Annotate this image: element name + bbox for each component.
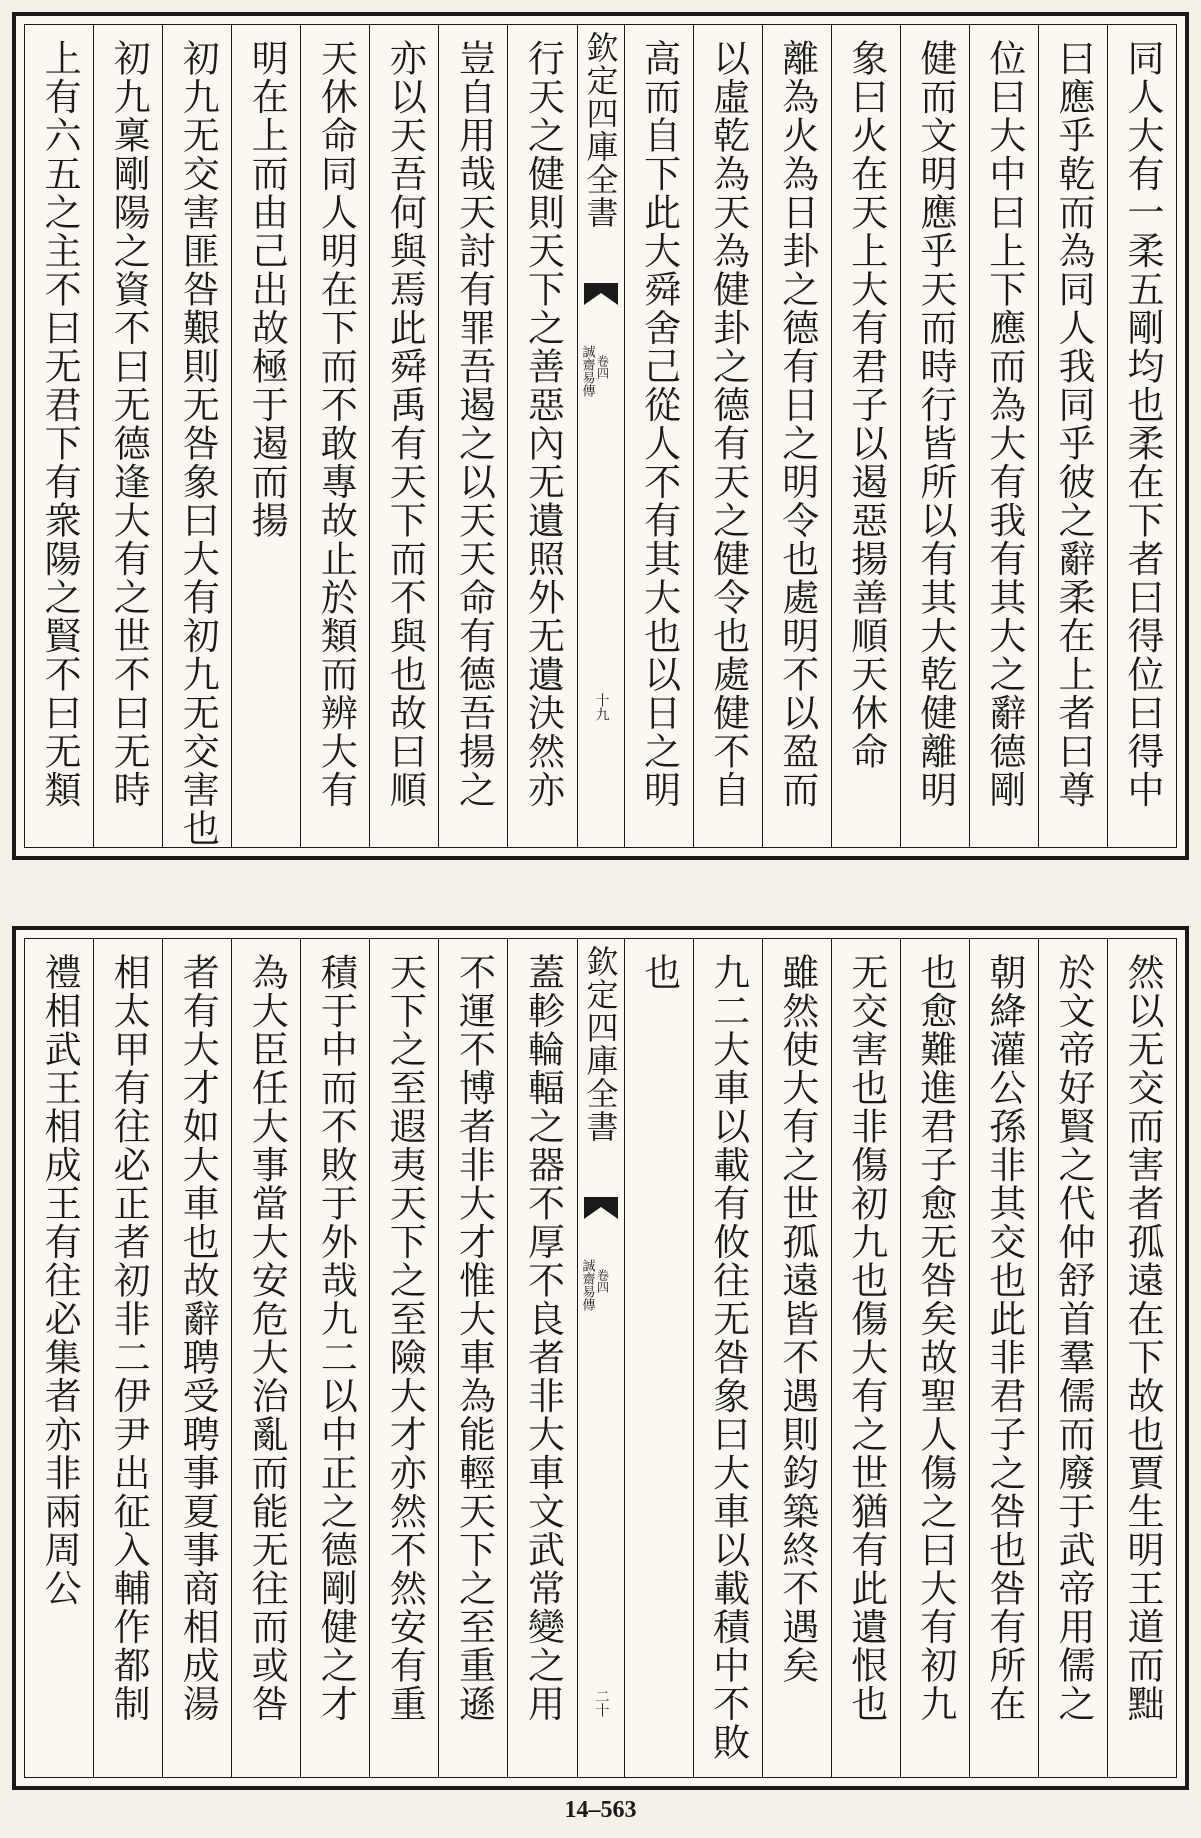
text-column: 者有大才如大車也故辭聘受聘事夏事商相成湯 (162, 939, 231, 1777)
text-column: 為大臣任大事當大安危大治亂而能无往而或咎 (231, 939, 300, 1777)
text-column: 豈自用哉天討有罪吾遏之以天天命有德吾揚之 (438, 25, 507, 847)
text-column: 无交害也非傷初九也傷大有之世猶有此遺恨也 (831, 939, 900, 1777)
page-footer-number: 14–563 (564, 1797, 637, 1823)
text-column: 亦以天吾何與焉此舜禹有天下而不與也故曰順 (369, 25, 438, 847)
text-column: 朝絳灌公孫非其交也此非君子之咎也咎有所在 (969, 939, 1038, 1777)
text-column: 也 (624, 939, 693, 1777)
gutter-title: 欽定四庫全書 (581, 945, 620, 1143)
bottom-page (12, 926, 1189, 1790)
gutter-page-number: 二十 (593, 1689, 610, 1717)
text-column: 禮相武王相成王有往必集者亦非兩周公 (38, 953, 82, 1608)
center-gutter (577, 939, 624, 1777)
text-column: 健而文明應乎天而時行皆所以有其大乾健離明 (900, 25, 969, 847)
gutter-book-title: 誠齋易傳 (579, 1259, 595, 1311)
text-column: 然以无交而害者孤遠在下故也賈生明王道而黜 (1107, 939, 1176, 1777)
text-column: 積于中而不敗于外哉九二以中正之德剛健之才 (300, 939, 369, 1777)
text-column: 初九无交害匪咎艱則无咎象曰大有初九无交害也 (162, 25, 231, 847)
text-column: 同人大有一柔五剛均也柔在下者曰得位曰得中 (1107, 25, 1176, 847)
top-page (12, 12, 1189, 860)
fish-tail-mark-icon (584, 1197, 618, 1219)
text-column: 明在上而由己出故極于遏而揚 (231, 25, 300, 847)
text-column: 九二大車以載有攸往无咎象曰大車以載積中不敗 (693, 939, 762, 1777)
gutter-page-number: 十九 (593, 693, 610, 721)
center-gutter (577, 25, 624, 847)
gutter-volume: 卷四 (595, 1269, 610, 1293)
top-page-frame (24, 24, 1177, 848)
text-column: 不運不博者非大才惟大車為能輕天下之至重遜 (438, 939, 507, 1777)
text-column: 以虛乾為天為健卦之德有天之健令也處健不自 (693, 25, 762, 847)
text-column: 象曰火在天上大有君子以遏惡揚善順天休命 (831, 25, 900, 847)
text-column: 蓋軫輪輻之器不厚不良者非大車文武常變之用 (507, 939, 576, 1777)
text-column: 也愈難進君子愈无咎矣故聖人傷之曰大有初九 (900, 939, 969, 1777)
fish-tail-mark-icon (584, 283, 618, 305)
text-column: 初九稟剛陽之資不曰无德逢大有之世不曰无時 (93, 25, 162, 847)
text-column: 天休命同人明在下而不敢專故止於類而辨大有 (300, 25, 369, 847)
text-column: 相太甲有往必正者初非二伊尹出征入輔作都制 (93, 939, 162, 1777)
text-column: 高而自下此大舜舍己從人不有其大也以日之明 (624, 25, 693, 847)
text-column: 天下之至遐夷天下之至險大才亦然不然安有重 (369, 939, 438, 1777)
gutter-title: 欽定四庫全書 (581, 31, 620, 229)
gutter-book-title: 誠齋易傳 (579, 345, 595, 397)
text-column: 離為火為日卦之德有日之明令也處明不以盈而 (762, 25, 831, 847)
text-column: 位曰大中曰上下應而為大有我有其大之辭德剛 (969, 25, 1038, 847)
text-column: 雖然使大有之世孤遠皆不遇則鈞築終不遇矣 (762, 939, 831, 1777)
text-column: 行天之健則天下之善惡內无遺照外无遺決然亦 (507, 25, 576, 847)
text-column: 上有六五之主不曰无君下有衆陽之賢不曰无類 (38, 39, 82, 809)
gutter-volume: 卷四 (595, 355, 610, 379)
text-column: 於文帝好賢之代仲舒首羣儒而廢于武帝用儒之 (1038, 939, 1107, 1777)
text-column: 曰應乎乾而為同人我同乎彼之辭柔在上者曰尊 (1038, 25, 1107, 847)
bottom-page-frame (24, 938, 1177, 1778)
